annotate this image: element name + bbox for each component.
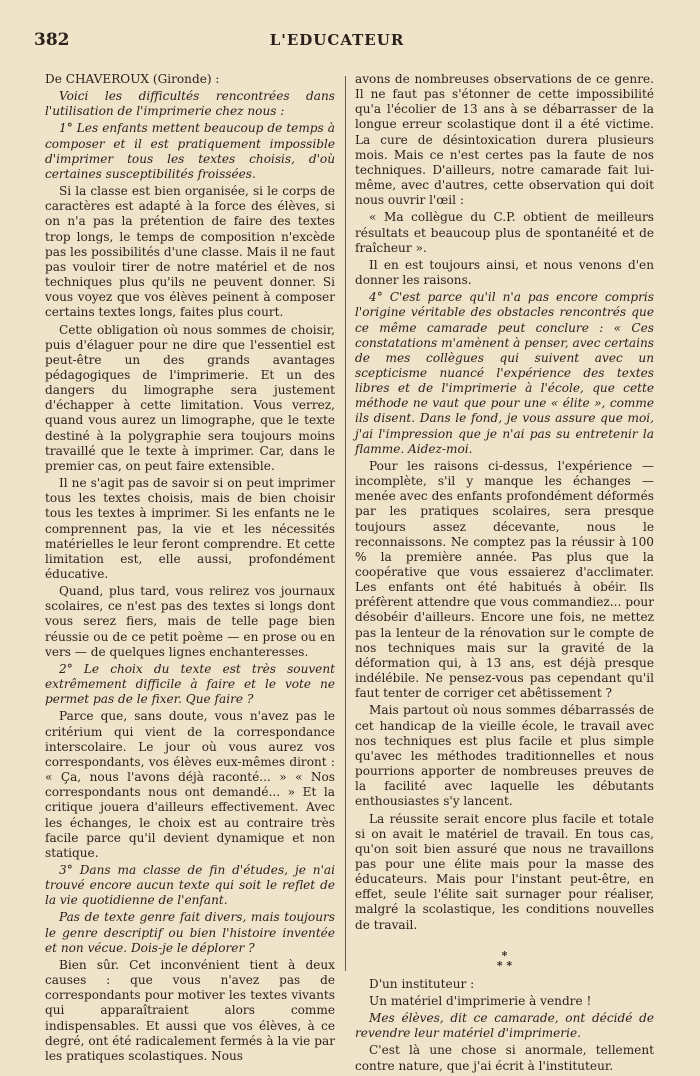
closing-paragraph: C'est là une chose si anormale, tellement contre nature, que j'ai écrit à l'instituteur.	[355, 1043, 654, 1073]
difficulty-2: 2° Le choix du texte est très souvent extrêmement difficile à faire et le vote ne permet pas de le fixer. Que faire ?	[45, 661, 335, 707]
material-for-sale: Un matériel d'imprimerie à vendre !	[369, 993, 592, 1008]
answer-1b: Cette obligation où nous sommes de choisir, puis d'élaguer pour ne dire que l'essentiel est peut-être un des grands avantages pédagogiques de l'imprimerie. Et un des dangers du limographe sera justement d'échapper à cette limitation. Vous verrez, quand vous aurez un limographe, que le texte destiné à la polygraphie sera toujours moins travaillé que le texte à imprimer. Car, dans le premier cas, on peut faire extensible.	[45, 322, 335, 473]
journal-title: L'EDUCATEUR	[269, 31, 405, 49]
separator-star-top: *	[501, 948, 508, 962]
difficulty-4: 4° C'est parce qu'il n'a pas encore compris l'origine véritable des obstacles rencontrés que ce même camarade peut conclure : « Ces constatations m'amènent à penser, avec certains de mes collègues qui suivent avec un scepticisme nuancé l'expérience des textes libres et de l'imprimerie à l'école, que cette méthode ne vaut que pour une « élite », comme ils disent. Dans le fond, je vous assure que moi, j'ai l'impression que je n'ai pas su entretenir la flamme. Aidez-moi.	[355, 290, 654, 456]
answer-1a: Si la classe est bien organisée, si le corps de caractères est adapté à la force des élèves, si on n'a pas la prétention de faire des textes trop longs, le temps de composition n'excède pas les possibilités d'une classe. Mais il ne faut pas vouloir tirer de notre matériel et de nos techniques plus qu'ils ne peuvent donner. Si vous voyez que vos élèves peinent à composer certains textes longs, faites plus court.	[45, 184, 335, 320]
from-teacher: D'un instituteur :	[369, 976, 475, 991]
separator-star-bottom: * *	[496, 958, 513, 972]
left-column	[45, 72, 335, 1066]
answer-2: Parce que, sans doute, vous n'avez pas le critérium qui vient de la correspondance interscolaire. Le jour où vous aurez vos correspondants, vos élèves eux-mêmes diront : « Ça, nous l'avons déjà raconté... » « Nos correspondants nous ont demandé... » Et la critique jouera d'ailleurs effectivement. Avec les échanges, le choix est au contraire très facile parce qu'il devient dynamique et non statique.	[45, 709, 335, 860]
difficulty-3: 3° Dans ma classe de fin d'études, je n'ai trouvé encore aucun texte qui soit le reflet de la vie quotidienne de l'enfant.	[45, 862, 335, 908]
answer-1d: Quand, plus tard, vous relirez vos journaux scolaires, ce n'est pas des textes si longs dont vous serez fiers, mais de telle page bien réussie ou de ce petit poème — en prose ou en vers — de quelques lignes enchanteresses.	[45, 584, 335, 659]
answer-4a: Pour les raisons ci-dessus, l'expérience — incomplète, s'il y manque les échanges — menée avec des enfants profondément déformés par les pratiques scolaires, sera presque toujours assez décevante, nous le reconnaissons. Ne comptez pas la réussir à 100 % la première année. Pas plus que la coopérative que vous essaierez d'acclimater. Les enfants ont été habitués à obéir. Ils préfèrent attendre que vous commandiez... pour désobéir d'ailleurs. Encore une fois, ne mettez pas la lenteur de la rénovation sur le compte de nos techniques mais sur la gravité de la déformation qui, à 13 ans, est déjà presque indélébile. Ne pensez-vous pas cependant qu'il faut tenter de corriger cet abêtissement ?	[355, 458, 654, 701]
difficulty-1: 1° Les enfants mettent beaucoup de temps à composer et il est pratiquement impossible d'imprimer tous les textes choisis, d'où certaines susceptibilités froissées.	[45, 121, 335, 181]
answer-3: Bien sûr. Cet inconvénient tient à deux causes : que vous n'avez pas de correspondants pour motiver les textes vivants qui apparaîtraient alors comme indispensables. Et aussi que vos élèves, à ce degré, ont été radicalement fermés à la vie par les pratiques scolastiques. Nous	[45, 957, 335, 1063]
quote-colleague: « Ma collègue du C.P. obtient de meilleurs résultats et beaucoup plus de spontanéité et de fraîcheur ».	[355, 210, 654, 255]
intro-paragraph: Voici les difficultés rencontrées dans l'utilisation de l'imprimerie chez nous :	[45, 89, 335, 119]
column-divider	[345, 76, 346, 971]
students-decided: Mes élèves, dit ce camarade, ont décidé de revendre leur matériel d'imprimerie.	[355, 1011, 654, 1041]
answer-3-cont: avons de nombreuses observations de ce genre. Il ne faut pas s'étonner de cette impossibilité qu'a l'écolier de 13 ans à se débarrasser de la longue erreur scolastique dont il a été victime. La cure de désintoxication durera plusieurs mois. Mais ce n'est certes pas la faute de nos techniques. D'ailleurs, notre camarade fait lui-même, avec d'autres, cette observation qui doit nous ouvrir l'œil :	[355, 72, 654, 208]
running-header	[34, 30, 640, 56]
answer-3-end: Il en est toujours ainsi, et nous venons d'en donner les raisons.	[355, 257, 654, 288]
answer-1c: Il ne s'agit pas de savoir si on peut imprimer tous les textes choisis, mais de bien choisir tous les textes à imprimer. Si les enfants ne le comprennent pas, la vie et les nécessités matérielles le leur feront comprendre. Et cette limitation est, elle aussi, profondément éducative.	[45, 476, 335, 581]
difficulty-3-cont: Pas de texte genre fait divers, mais toujours le genre descriptif ou bien l'histoire inventée et non vécue. Dois-je le déplorer ?	[45, 910, 335, 955]
source-line: De CHAVEROUX (Gironde) :	[45, 72, 220, 86]
page-number: 382	[34, 30, 70, 50]
answer-4b: Mais partout où nous sommes débarrassés de cet handicap de la vieille école, le travail avec nos techniques est plus facile et plus simple qu'avec les méthodes traditionnelles et nous pourrions apporter de nombreuses preuves de la facilité avec laquelle les débutants enthousiastes s'y lancent.	[355, 703, 654, 809]
answer-4c: La réussite serait encore plus facile et totale si on avait le matériel de travail. En tous cas, qu'on soit bien assuré que nous ne travaillons pas pour une élite mais pour la masse des éducateurs. Mais pour l'instant peut-être, en effet, seule l'élite sait surnager pour réaliser, malgré la scolastique, les conditions nouvelles de travail.	[355, 811, 654, 932]
section-separator	[355, 948, 654, 972]
right-column	[355, 72, 654, 1076]
